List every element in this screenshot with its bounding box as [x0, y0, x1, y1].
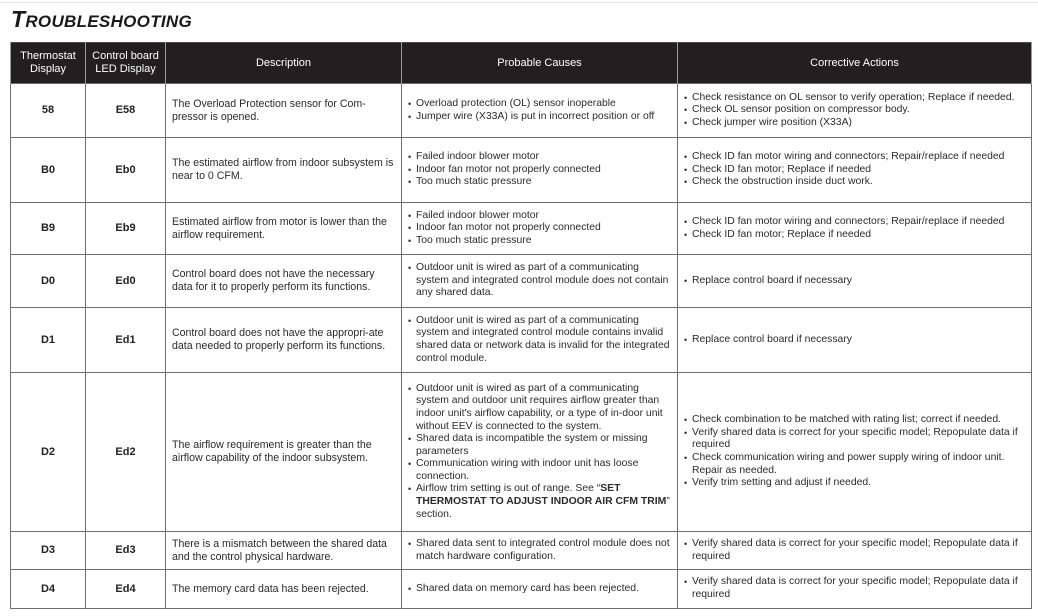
- action-item: • Check OL sensor position on compressor body.: [684, 104, 1025, 117]
- led-code: Ed1: [86, 308, 166, 373]
- cause-item: • Failed indoor blower motor: [408, 151, 671, 164]
- cause-item: • Outdoor unit is wired as part of a communicating system and integrated control module does not contain any shared data.: [408, 262, 671, 300]
- cause-text: Airflow trim setting is out of range. See “: [416, 483, 601, 495]
- cause-item: • Too much static pressure: [408, 176, 671, 189]
- actions-cell: [678, 308, 1032, 373]
- thermostat-code: D0: [11, 255, 86, 308]
- thermostat-code: D1: [11, 308, 86, 373]
- cause-tail: ” section.: [416, 496, 670, 520]
- action-item: • Check communication wiring and power supply wiring of indoor unit. Repair as needed.: [684, 452, 1025, 477]
- header-led-display: Control board LED Display: [86, 43, 166, 84]
- table-row: [11, 532, 1032, 570]
- cause-item: • Shared data is incompatible the system or missing parameters: [408, 433, 671, 458]
- header-thermostat-display: Thermostat Display: [11, 43, 86, 84]
- causes-cell: [402, 373, 678, 532]
- action-item: • Check the obstruction inside duct work.: [684, 176, 1025, 189]
- cause-item: • Outdoor unit is wired as part of a communicating system and integrated control module contains invalid shared data or network data is invalid for the integrated control module.: [408, 315, 671, 365]
- header-description: Description: [166, 43, 402, 84]
- thermostat-code: D3: [11, 532, 86, 570]
- action-item: • Verify shared data is correct for your specific model; Repopulate data if required: [684, 427, 1025, 452]
- action-item: • Check jumper wire position (X33A): [684, 117, 1025, 130]
- table-row: [11, 570, 1032, 609]
- causes-cell: [402, 203, 678, 255]
- thermostat-code: D2: [11, 373, 86, 532]
- led-code: Ed0: [86, 255, 166, 308]
- causes-cell: [402, 84, 678, 138]
- cause-item: • Overload protection (OL) sensor inoperable: [408, 98, 671, 111]
- led-code: Ed4: [86, 570, 166, 609]
- cause-item: • Failed indoor blower motor: [408, 210, 671, 223]
- thermostat-code: B9: [11, 203, 86, 255]
- table-row: [11, 84, 1032, 138]
- led-code: Eb0: [86, 138, 166, 203]
- actions-cell: [678, 203, 1032, 255]
- description-cell: Estimated airflow from motor is lower than the airflow requirement.: [166, 203, 402, 255]
- action-item: • Check ID fan motor wiring and connectors; Repair/replace if needed: [684, 216, 1025, 229]
- troubleshooting-table: [10, 42, 1032, 609]
- actions-cell: [678, 532, 1032, 570]
- table-row: [11, 308, 1032, 373]
- table-row: [11, 138, 1032, 203]
- cause-item: • Too much static pressure: [408, 235, 671, 248]
- description-cell: There is a mismatch between the shared data and the control physical hardware.: [166, 532, 402, 570]
- description-cell: Control board does not have the appropri-ate data needed to properly perform its functions.: [166, 308, 402, 373]
- cause-item: • Outdoor unit is wired as part of a communicating system and outdoor unit requires airflow greater than indoor unit's airflow capability, or a type of in-door unit without EEV is connected to the system.: [408, 383, 671, 433]
- causes-cell: [402, 570, 678, 609]
- description-cell: The Overload Protection sensor for Com-pressor is opened.: [166, 84, 402, 138]
- led-code: Eb9: [86, 203, 166, 255]
- actions-cell: [678, 138, 1032, 203]
- page-title: [11, 6, 192, 33]
- description-cell: The estimated airflow from indoor subsystem is near to 0 CFM.: [166, 138, 402, 203]
- led-code: Ed3: [86, 532, 166, 570]
- action-item: • Verify trim setting and adjust if needed.: [684, 477, 1025, 490]
- title-initial: T: [11, 6, 26, 32]
- action-item: • Check ID fan motor; Replace if needed: [684, 164, 1025, 177]
- actions-cell: [678, 373, 1032, 532]
- action-item: • Check ID fan motor; Replace if needed: [684, 229, 1025, 242]
- cause-item: • Communication wiring with indoor unit has loose connection.: [408, 458, 671, 483]
- top-rule: [0, 2, 1038, 3]
- title-rest: ROUBLESHOOTING: [25, 12, 193, 31]
- action-item: • Replace control board if necessary: [684, 334, 1025, 347]
- cause-item: • Indoor fan motor not properly connected: [408, 222, 671, 235]
- actions-cell: [678, 255, 1032, 308]
- action-item: • Check ID fan motor wiring and connectors; Repair/replace if needed: [684, 151, 1025, 164]
- description-cell: The airflow requirement is greater than the airflow capability of the indoor subsystem.: [166, 373, 402, 532]
- thermostat-code: D4: [11, 570, 86, 609]
- thermostat-code: 58: [11, 84, 86, 138]
- cause-item: • Indoor fan motor not properly connected: [408, 164, 671, 177]
- action-item: • Check resistance on OL sensor to verify operation; Replace if needed.: [684, 92, 1025, 105]
- header-corrective-actions: Corrective Actions: [678, 43, 1032, 84]
- action-item: • Verify shared data is correct for your specific model; Repopulate data if required: [684, 538, 1025, 563]
- table-row: [11, 255, 1032, 308]
- causes-cell: [402, 532, 678, 570]
- description-cell: Control board does not have the necessary data for it to properly perform its functions.: [166, 255, 402, 308]
- action-item: • Verify shared data is correct for your specific model; Repopulate data if required: [684, 576, 1025, 601]
- section-reference: SET THERMOSTAT TO ADJUST INDOOR AIR CFM TRIM: [416, 483, 667, 508]
- action-item: • Replace control board if necessary: [684, 275, 1025, 288]
- cause-item: • Shared data sent to integrated control module does not match hardware configuration.: [408, 538, 671, 563]
- header-probable-causes: Probable Causes: [402, 43, 678, 84]
- causes-cell: [402, 255, 678, 308]
- actions-cell: [678, 84, 1032, 138]
- description-cell: The memory card data has been rejected.: [166, 570, 402, 609]
- table-header-row: [11, 43, 1032, 84]
- cause-item: • Shared data on memory card has been rejected.: [408, 583, 671, 596]
- led-code: Ed2: [86, 373, 166, 532]
- table-row: [11, 203, 1032, 255]
- led-code: E58: [86, 84, 166, 138]
- table-row: [11, 373, 1032, 532]
- cause-item: [408, 483, 671, 521]
- causes-cell: [402, 308, 678, 373]
- causes-cell: [402, 138, 678, 203]
- thermostat-code: B0: [11, 138, 86, 203]
- action-item: • Check combination to be matched with rating list; correct if needed.: [684, 414, 1025, 427]
- actions-cell: [678, 570, 1032, 609]
- cause-item: • Jumper wire (X33A) is put in incorrect position or off: [408, 111, 671, 124]
